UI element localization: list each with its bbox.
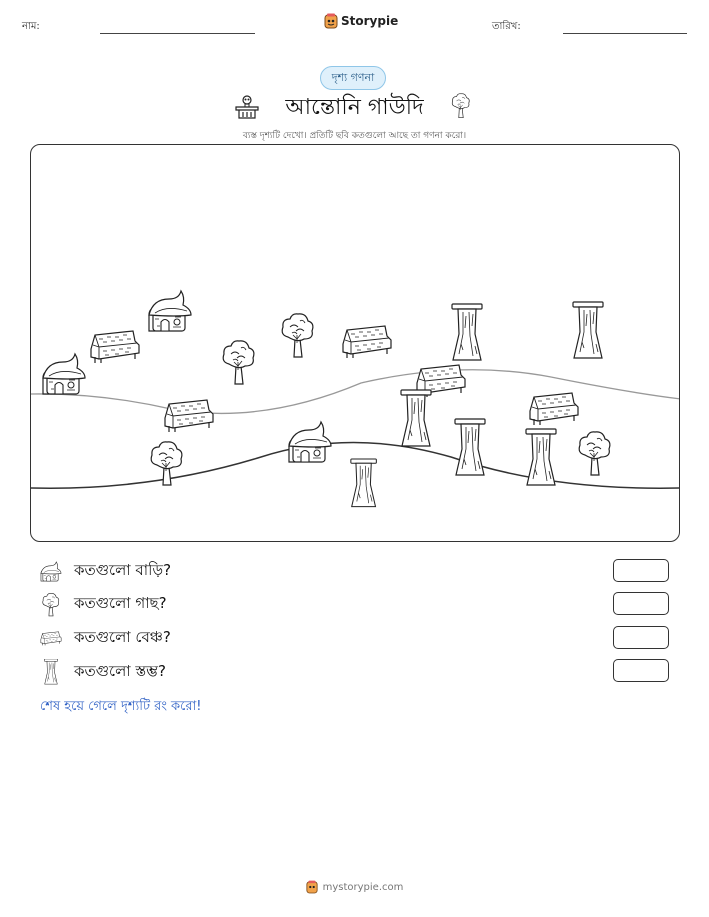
- column-6: [351, 459, 377, 507]
- tree-title-icon: [451, 91, 471, 121]
- column-icon: [40, 659, 62, 685]
- storypie-footer-icon: [306, 880, 318, 894]
- answer-box-benches[interactable]: [613, 626, 669, 649]
- footer-url[interactable]: mystorypie.com: [322, 881, 404, 893]
- tree-icon: [40, 593, 62, 617]
- question-trees-text: কতগুলো গাছ?: [74, 594, 167, 612]
- scene-count-badge: দৃশ্য গণনা: [320, 66, 386, 90]
- question-trees: [40, 592, 167, 617]
- column-2: [573, 302, 603, 358]
- bench-3: [165, 400, 213, 432]
- footer: [0, 880, 709, 894]
- column-4: [455, 419, 485, 475]
- bench-1: [91, 331, 139, 363]
- tree-2: [282, 314, 313, 357]
- tree-1: [223, 341, 254, 384]
- tree-3: [151, 442, 182, 485]
- house-icon: [40, 560, 62, 584]
- answer-box-columns[interactable]: [613, 659, 669, 682]
- answer-box-trees[interactable]: [613, 592, 669, 615]
- name-label: নাম:: [22, 21, 40, 32]
- brand-logo: [324, 13, 398, 29]
- storypie-logo-icon: [324, 13, 338, 29]
- house-2: [149, 291, 191, 331]
- bench-2: [343, 326, 391, 358]
- column-1: [452, 304, 482, 360]
- counting-scene: [30, 144, 680, 542]
- page-title: আন্তোনি গাউদি: [285, 95, 424, 120]
- brand-name: Storypie: [341, 14, 399, 28]
- coloring-note: শেষ হয়ে গেলে দৃশ্যটি রং করো!: [40, 699, 202, 714]
- bench-5: [530, 393, 578, 425]
- question-houses: [40, 559, 171, 584]
- house-1: [43, 354, 85, 394]
- name-field[interactable]: [100, 33, 255, 34]
- instructions: ব্যস্ত দৃশ্যটি দেখো। প্রতিটি ছবি কতগুলো আছে তা গণনা করো।: [242, 131, 467, 141]
- question-columns: [40, 659, 166, 685]
- column-3: [401, 390, 431, 446]
- question-columns-text: কতগুলো স্তম্ভ?: [74, 661, 166, 680]
- date-field[interactable]: [563, 33, 687, 34]
- column-5: [526, 429, 556, 485]
- scene-drawing: [31, 145, 680, 542]
- question-houses-text: কতগুলো বাড়ি?: [74, 561, 172, 579]
- date-label: তারিখ:: [492, 21, 521, 32]
- question-benches-text: কতগুলো বেঞ্চ?: [74, 628, 171, 646]
- question-benches: [40, 626, 171, 651]
- house-3: [289, 422, 331, 462]
- tree-4: [579, 432, 610, 475]
- answer-box-houses[interactable]: [613, 559, 669, 582]
- bench-icon: [40, 628, 62, 650]
